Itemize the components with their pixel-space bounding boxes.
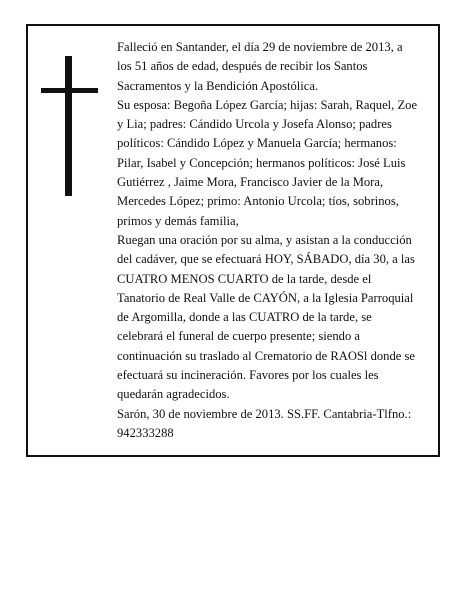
obituary-notice [26,24,440,457]
notice-text [117,38,419,443]
place-date-contact: Sarón, 30 de noviembre de 2013. SS.FF. Cantabria-Tlfno.: 942333288 [117,406,412,440]
cross-vertical-bar [65,56,72,196]
death-announcement: Falleció en Santander, el día 29 de noviembre de 2013, a los 51 años de edad, después de recibir los Santos Sacramentos y la Bendición Apostólica. [117,40,403,93]
cross-horizontal-bar [41,88,98,93]
funeral-details: Ruegan una oración por su alma, y asistan a la conducción del cadáver, que se efectuará HOY, SÁBADO, día 30, a las CUATRO MENOS CUARTO de la tarde, desde el Tanatorio de Real Valle de CAYÓN, a la Iglesia Parroquial de Argomilla, donde a las CUATRO de la tarde, se celebrará el funeral de cuerpo presente; siendo a continuación su traslado al Crematorio de RAOSl donde se efectuará su incineración. Favores por los cuales les quedarán agradecidos. [117,232,415,402]
family-list: Su esposa: Begoña López García; hijas: Sarah, Raquel, Zoe y Lia; padres: Cándido Urcola y Josefa Alonso; padres políticos: Cándido López y Manuela García; hermanos: Pilar, Isabel y Concepción; hermanos políticos: José Luis Gutiérrez , Jaime Mora, Francisco Javier de la Mora, Mercedes López; primo: Antonio Urcola; tíos, sobrinos, primos y demás familia, [117,97,418,228]
